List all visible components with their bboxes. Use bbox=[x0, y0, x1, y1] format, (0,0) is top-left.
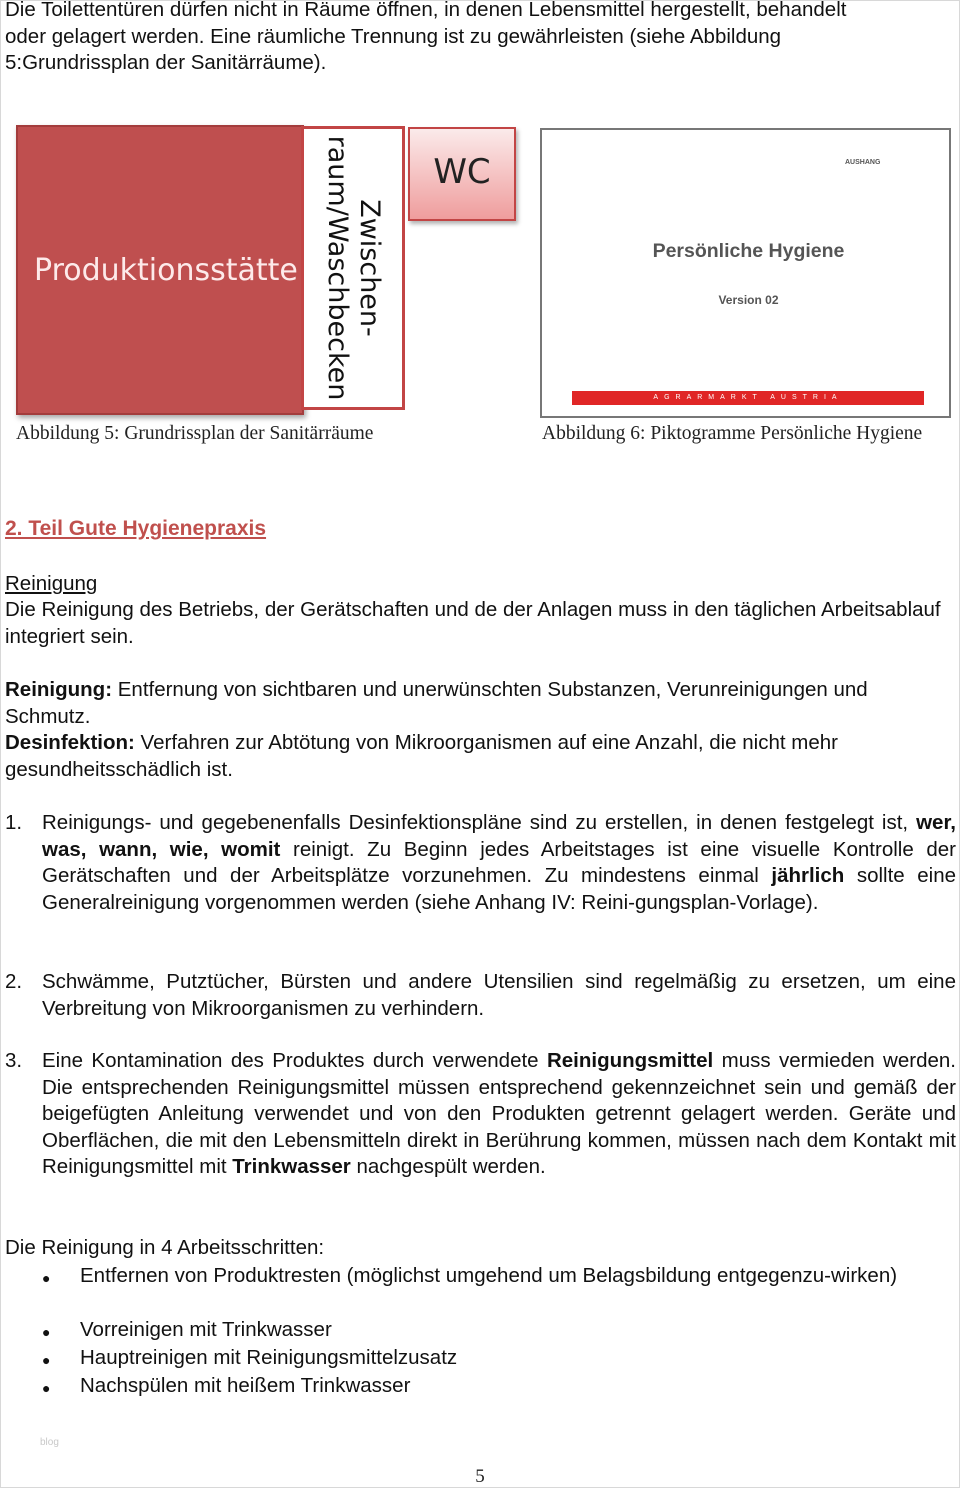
item1-bold-a: wer, was, wann, wie, womit bbox=[42, 811, 956, 861]
poster-title: Persönliche Hygiene bbox=[652, 240, 845, 262]
bullet-icon: ● bbox=[42, 1380, 51, 1396]
item3-bold-a: Reinigungsmittel bbox=[546, 1049, 714, 1072]
production-area-label: Produktionsstätte bbox=[34, 253, 298, 288]
intro-line-1: Die Toilettentüren dürfen nicht in Räume öffnen, in denen Lebensmittel hergestellt, behandelt bbox=[5, 0, 847, 21]
cleaning-subheading-text: Reinigung bbox=[5, 572, 98, 595]
page-number: 5 bbox=[475, 1466, 485, 1487]
figure-6-caption: Abbildung 6: Piktogramme Persönliche Hygiene bbox=[542, 423, 923, 444]
poster-version: Version 02 bbox=[718, 293, 779, 307]
cleaning-subheading bbox=[5, 571, 956, 598]
hygiene-poster-thumbnail bbox=[540, 128, 951, 418]
poster-notice-label: AUSHANG bbox=[845, 159, 881, 166]
item1-text-c: sollte eine Generalreinigung vorgenommen werden (siehe Anhang IV: Reini-gungsplan-Vorlage). bbox=[42, 864, 956, 914]
poster-footer-text: AGRARMARKT AUSTRIA bbox=[653, 394, 843, 401]
definition-cleaning-term: Reinigung: bbox=[5, 678, 113, 701]
definition-disinfection-term: Desinfektion: bbox=[5, 731, 135, 754]
item1-text-a: Reinigungs- und gegebenenfalls Desinfektionspläne sind zu erstellen, in denen festgelegt ist, bbox=[42, 811, 917, 834]
item3-text-c: nachgespült werden. bbox=[350, 1155, 546, 1178]
definition-cleaning bbox=[5, 677, 956, 730]
item1-bold-b: jährlich bbox=[771, 864, 845, 887]
anteroom-label-line-2: raum/Waschbecken bbox=[322, 135, 353, 401]
list-number-3: 3. bbox=[5, 1049, 23, 1072]
list-number-2: 2. bbox=[5, 970, 23, 993]
list-item-2: Schwämme, Putztücher, Bürsten und andere Utensilien sind regelmäßig zu ersetzen, um eine Verbreitung von Mikroorganismen zu verhindern. bbox=[42, 970, 956, 1020]
item3-bold-b: Trinkwasser bbox=[232, 1155, 351, 1178]
list-item-3 bbox=[42, 1048, 956, 1181]
list-number-1: 1. bbox=[5, 811, 23, 834]
anteroom-label-line-1: Zwischen- bbox=[354, 199, 385, 337]
wc-label: WC bbox=[433, 152, 491, 192]
bullet-icon: ● bbox=[42, 1352, 51, 1368]
intro-paragraph bbox=[5, 0, 956, 77]
item1-text-b: reinigt. Zu Beginn jedes Arbeitstages ist eine visuelle Kontrolle der Gerätschaften und der Arbeitsplätze vorzunehmen. Zu mindestens einmal bbox=[42, 837, 956, 887]
intro-line-2: oder gelagert werden. Eine räumliche Trennung ist zu gewährleisten (siehe Abbildung bbox=[5, 24, 782, 48]
bullet-icon: ● bbox=[42, 1324, 51, 1340]
step-item-2: Vorreinigen mit Trinkwasser bbox=[80, 1318, 332, 1341]
anteroom-label bbox=[321, 128, 385, 408]
steps-intro: Die Reinigung in 4 Arbeitsschritten: bbox=[5, 1236, 325, 1259]
section-heading: 2. Teil Gute Hygienepraxis bbox=[5, 517, 267, 540]
definition-cleaning-text: Entfernung von sichtbaren und unerwünschten Substanzen, Verunreinigungen und Schmutz. bbox=[5, 678, 868, 728]
step-item-1: Entfernen von Produktresten (möglichst umgehend um Belagsbildung entgegenzu-wirken) bbox=[80, 1264, 898, 1287]
definition-disinfection-text: Verfahren zur Abtötung von Mikroorganismen auf eine Anzahl, die nicht mehr gesundheitsschädlich ist. bbox=[5, 731, 838, 781]
item3-text-b: muss vermieden werden. Die entsprechenden Reinigungsmittel müssen entsprechend gekennzeichnet sein und gemäß der beigefügten Anleitung verwendet und von den Produkten getrennt gelagert werden. Geräte und Oberflächen, die mit den Lebensmitteln direkt in Berührung kommen, müssen nach dem Kontakt mit Reinigungsmittel mit bbox=[42, 1049, 956, 1178]
watermark: blog bbox=[40, 1437, 59, 1448]
intro-line-3: 5:Grundrissplan der Sanitärräume). bbox=[5, 51, 327, 74]
figure-5-caption: Abbildung 5: Grundrissplan der Sanitärräume bbox=[16, 423, 374, 444]
bullet-icon: ● bbox=[42, 1270, 51, 1286]
step-item-3: Hauptreinigen mit Reinigungsmittelzusatz bbox=[80, 1346, 458, 1369]
definition-disinfection bbox=[5, 730, 956, 783]
item3-text-a: Eine Kontamination des Produktes durch verwendete bbox=[42, 1049, 547, 1072]
step-item-4: Nachspülen mit heißem Trinkwasser bbox=[80, 1374, 411, 1397]
list-item-1 bbox=[42, 810, 956, 916]
cleaning-intro: Die Reinigung des Betriebs, der Gerätschaften und de der Anlagen muss in den täglichen Arbeitsablauf integriert sein. bbox=[5, 598, 941, 648]
